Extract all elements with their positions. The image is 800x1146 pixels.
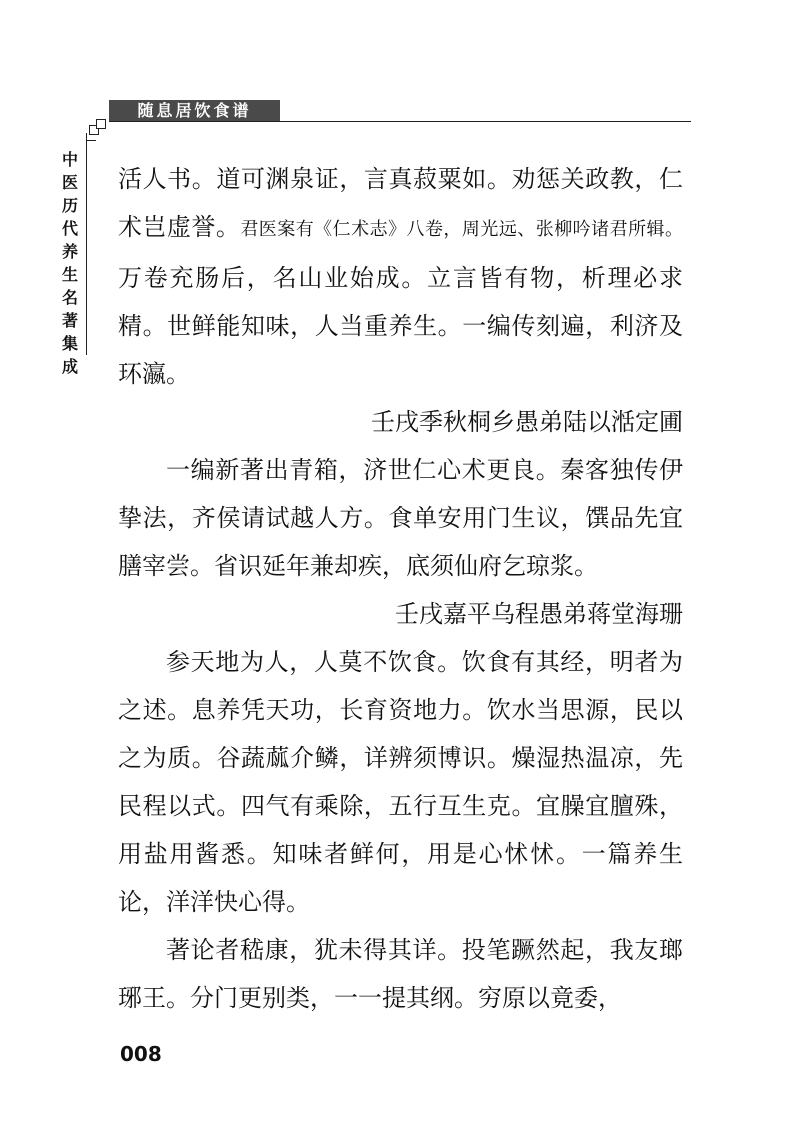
- side-series-title: 中医历代养生名著集成: [61, 150, 78, 376]
- poem-1-text-b: 万卷充肠后，名山业始成。立言皆有物，析理必求精。世鲜能知味，人当重养生。一编传刻遍，利济及环瀛。: [118, 264, 683, 388]
- poem-1-signature: 壬戌季秋桐乡愚弟陆以湉定圃: [371, 408, 683, 436]
- poem-1-text-a: 活人书。道可渊泉证，言真菽粟如。劝惩关政教，仁术岂虚誉。: [118, 165, 683, 241]
- poem-1-note: 君医案有《仁术志》八卷，周光远、张柳吟诸君所辑。: [240, 219, 684, 240]
- poem-2: 一编新著出青箱，济世仁心术更良。秦客独传伊挚法，齐侯请试越人方。食单安用门生议，馔品先宜膳宰尝。省识延年兼却疾，底须仙府乞琼浆。: [118, 456, 683, 580]
- side-rule-joint: [86, 140, 96, 141]
- poem-3: 参天地为人，人莫不饮食。饮食有其经，明者为之述。息养凭天功，长育资地力。饮水当思源，民以之为质。谷蔬蓏介鳞，详辨须博识。燥湿热温凉，先民程以式。四气有乘除，五行互生克。宜臊宜膻殊，用盐用酱悉。知味者鲜何，用是心怵怵。一篇养生论，洋洋快心得。: [118, 648, 683, 916]
- header-rule: [109, 121, 691, 122]
- side-rule-long: [86, 140, 87, 355]
- running-header-book-title: 随息居饮食谱: [109, 100, 280, 122]
- main-text: [118, 155, 683, 1022]
- poem-1: [118, 155, 683, 398]
- corner-box-decoration: [96, 119, 106, 129]
- poem-4: 著论者嵇康，犹未得其详。投笔蹶然起，我友瑯琊王。分门更别类，一一提其纲。穷原以竟委，: [118, 936, 683, 1012]
- poem-2-signature: 壬戌嘉平乌程愚弟蒋堂海珊: [395, 600, 683, 628]
- page-number: 008: [120, 1042, 162, 1066]
